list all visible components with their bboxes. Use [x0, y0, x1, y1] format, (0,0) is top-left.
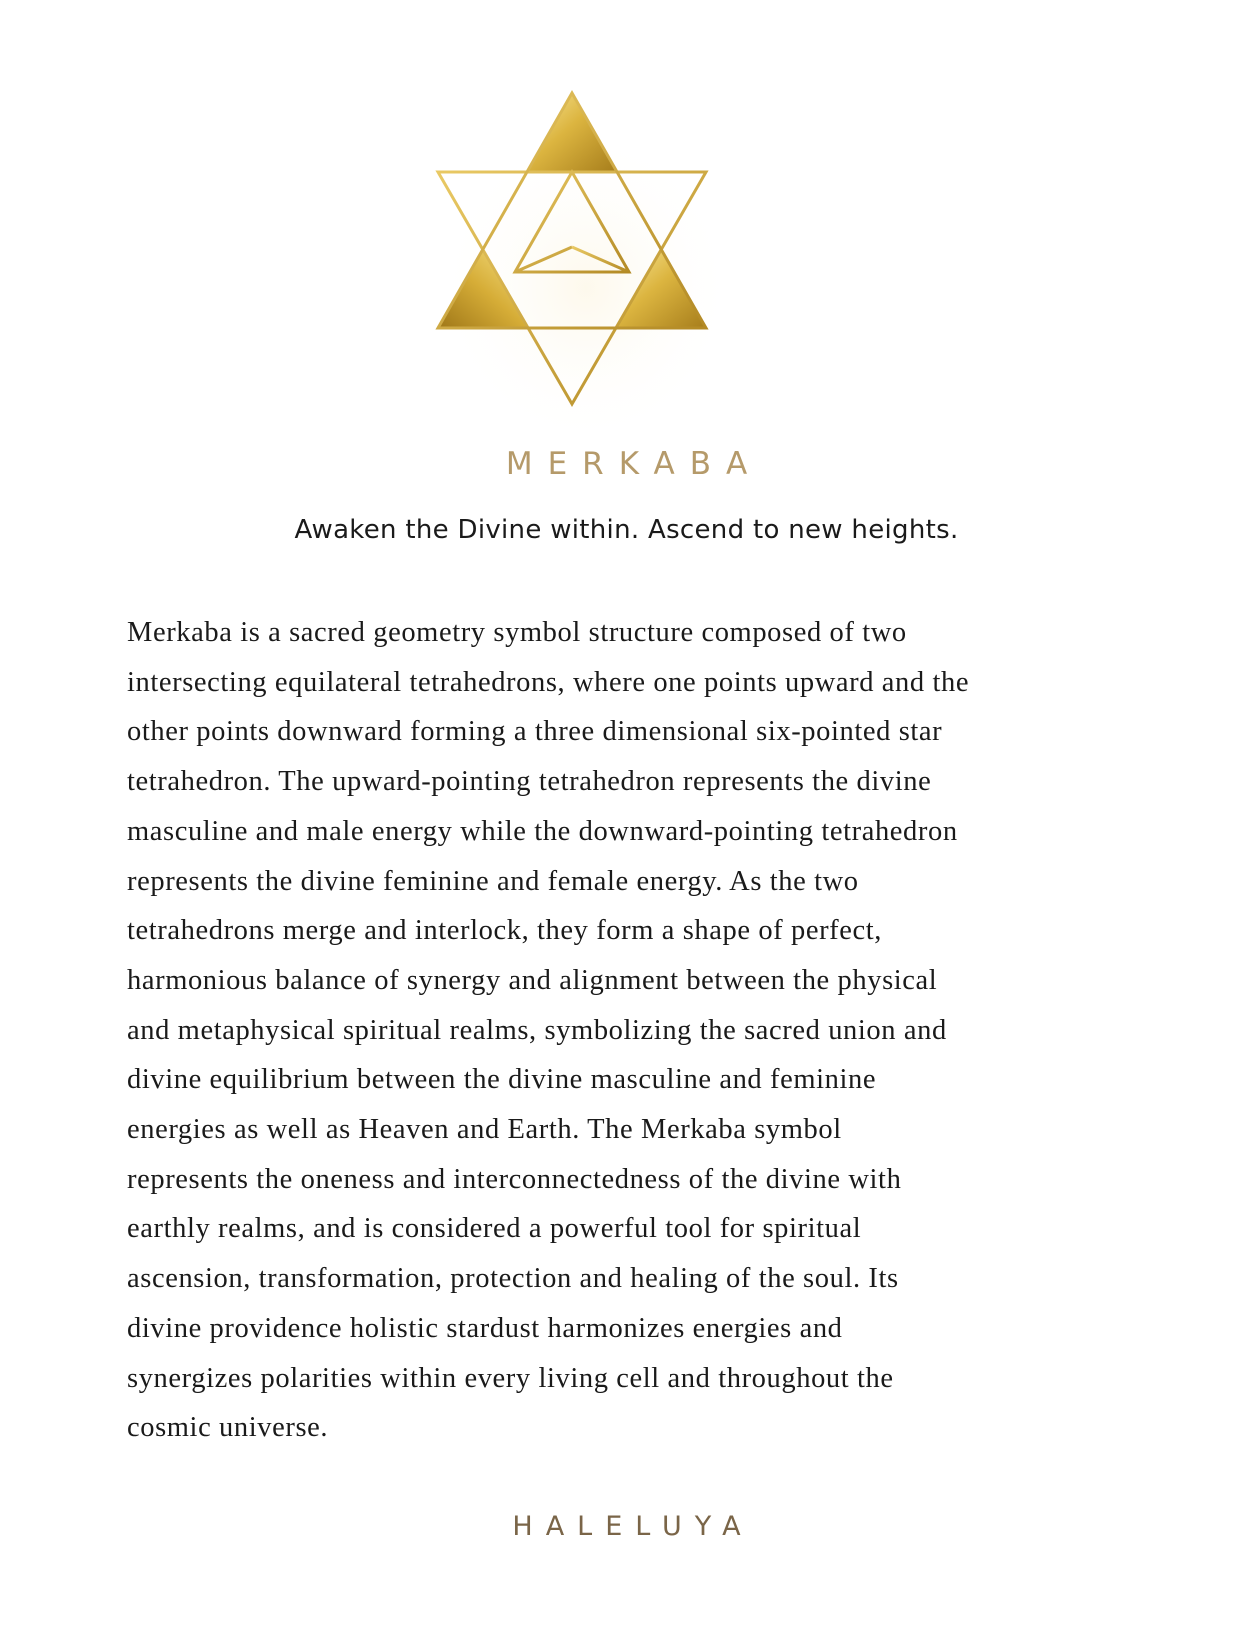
paragraph-line: represents the divine feminine and female energy. As the two [127, 865, 859, 897]
paragraph-line: divine equilibrium between the divine masculine and feminine [127, 1064, 877, 1096]
paragraph-line: intersecting equilateral tetrahedrons, where one points upward and the [127, 666, 970, 698]
paragraph-line: cosmic universe. [127, 1412, 329, 1444]
paragraph-line: energies as well as Heaven and Earth. The Merkaba symbol [127, 1114, 842, 1146]
paragraph-line: other points downward forming a three dimensional six-pointed star [127, 716, 943, 748]
paragraph-line: harmonious balance of synergy and alignment between the physical [127, 964, 938, 996]
paragraph-line: synergizes polarities within every living cell and throughout the [127, 1362, 894, 1394]
description-paragraph [127, 608, 1137, 1453]
paragraph-line: divine providence holistic stardust harmonizes energies and [127, 1312, 843, 1344]
tagline: Awaken the Divine within. Ascend to new heights. [294, 515, 959, 545]
paragraph-line: tetrahedron. The upward-pointing tetrahedron represents the divine [127, 766, 932, 798]
paragraph-line: represents the oneness and interconnectedness of the divine with [127, 1163, 902, 1195]
paragraph-line: and metaphysical spiritual realms, symbolizing the sacred union and [127, 1014, 947, 1046]
page-title: MERKABA [505, 446, 763, 482]
paragraph-line: masculine and male energy while the downward-pointing tetrahedron [127, 815, 958, 847]
paragraph-line: tetrahedrons merge and interlock, they form a shape of perfect, [127, 915, 883, 947]
paragraph-line: Merkaba is a sacred geometry symbol structure composed of two [127, 617, 907, 648]
merkaba-star-tetrahedron-icon [421, 82, 751, 430]
merkaba-logo [421, 82, 751, 430]
paragraph-line: ascension, transformation, protection and healing of the soul. Its [127, 1263, 899, 1295]
paragraph-line: earthly realms, and is considered a powerful tool for spiritual [127, 1213, 862, 1245]
footer-brand: HALELUYA [512, 1511, 754, 1542]
